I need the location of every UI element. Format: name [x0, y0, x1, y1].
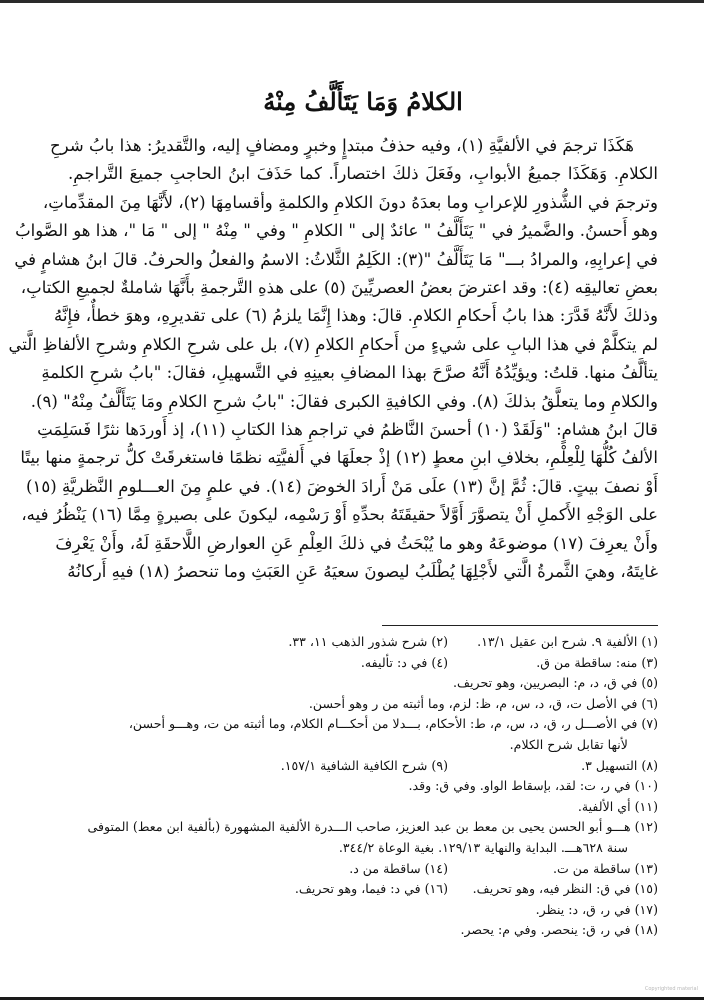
footnote-row [68, 879, 658, 900]
body-line: وأَنْ يعرِفَ (١٧) موضوعَهُ وهو ما يُبْحَثُ في ذلكَ العِلْمِ عَنِ العوارضِ اللَّاحقَةِ لَهُ، وأَنْ يَعْرِفَ [55, 533, 658, 553]
footnote-separator [382, 625, 658, 627]
book-page [8, 82, 658, 941]
body-line: وترجمَ في الشُّذورِ للإعرابِ وما بعدَهُ دونَ الكلامِ والكلمةِ وأقسامِهَا (٢)، لأَنَّهَا مِنَ المقدِّماتِ، [42, 192, 658, 212]
body-line: لم يتكلَّمْ في هذا البابِ على شيءٍ من أَحكامِ الكلامِ (٧)، بل على شرحِ الكلامِ وشرحِ الألفاظِ الَّتي [8, 334, 658, 354]
footnote-15: (١٥) في ق: النظر فيه، وهو تحريف. [472, 881, 658, 897]
footnote-4: (٤) في د: تأليفه. [360, 654, 448, 670]
body-line: أَوْ نصفَ بيتٍ. قالَ: ثُمَّ إنَّ (١٣) علَى مَنْ أَرادَ الخوضَ (١٤). في علمٍ مِنَ العـــلومِ النَّظريَّةِ (١٥) [25, 476, 658, 496]
footnote-row [68, 859, 658, 880]
body-line: يتألَّفُ منها. قلتُ: ويؤيِّدُهُ أَنَّهُ صرَّحَ بهذا المضافِ بعينِهِ في التَّسهيلِ، فقالَ: "بابُ شرحِ الكلمةِ [41, 363, 658, 383]
body-line: بعضِ تعاليقِه (٤): وقد اعترضَ بعضُ العصريِّينَ (٥) على هذهِ التَّرجمةِ بأَنَّهَا شاملةٌ لجميعِ الكتابِ، [20, 278, 658, 298]
main-body-text [8, 132, 658, 587]
body-line: وذلكَ لأَنَّهُ قَدَّرَ: هذا بابُ أَحكامِ الكلامِ. قالَ: وهذا إِنَّمَا يلزمُ (٦) على تقديرِهِ، وهوَ خطأٌ، فإِنَّهُ [54, 306, 658, 326]
footnote-12: (١٢) هـــو أبو الحسن يحيى بن معط بن عبد العزيز، صاحب الـــدرة الألفية المشهورة (بألفية ابن معط) المتوفى [87, 819, 658, 835]
footnote-row [68, 632, 658, 653]
footnote-13: (١٣) ساقطة من ت. [552, 860, 658, 876]
footnote-7: (٧) في الأصـــل ر، ق، د، س، م، ط: الأحكام، بـــدلا من أحكـــام الكلام، وما أثبته من ت، وهـــو أحسن، [128, 716, 658, 732]
footnote-1: (١) الألفية ٩. شرح ابن عقيل ١٣/١. [477, 634, 658, 649]
footnote-row [68, 756, 658, 777]
footnote-row [68, 653, 658, 674]
footnote-5: (٥) في ق، د، م: البصريين، وهو تحريف. [452, 675, 658, 691]
footnote-9: (٩) شرح الكافية الشافية ١٥٧/١. [280, 757, 448, 773]
body-line: في إعرابِهِ، والمرادُ بـــ" مَا يَتَأَلَّفُ "(٣): الكَلِمُ الثَّلاثُ: الاسمُ والفعلُ والحرفُ. قالَ ابنُ هشامٍ في [14, 249, 658, 269]
body-line: والكلامِ وما يتعلَّقُ بذلكَ (٨). وفي الكافيةِ الكبرى فقالَ: "بابُ شرحِ الكلامِ ومَا يَتَأَلَّفُ مِنْهُ" (٩). [30, 391, 658, 411]
body-line: وهو أَحسنُ. والضَّميرُ في " يَتَأَلَّفُ " عائدٌ إلى " الكلامِ " وفي " مِنْهُ " إلى " مَا "، هذا هو الصَّوابُ [15, 221, 658, 241]
footnote-8: (٨) التسهيل ٣. [581, 757, 658, 773]
footnote-10: (١٠) في ر، ت: لقد، بإسقاط الواو. وفي ق: وقد. [408, 778, 658, 794]
footnotes [68, 632, 658, 941]
footnote-17: (١٧) في ر، ق، د: ينظر. [535, 901, 658, 917]
top-edge-bar [0, 0, 704, 3]
body-line: غايتَهُ، وهيَ الثَّمرةُ الَّتي لأَجْلِهَا يُطْلَبُ ليصونَ سعيَهُ عَنِ العَبَثِ وما تنحصرُ (١٨) فيهِ أَركانُهُ [67, 562, 658, 582]
footnote-12-continuation: سنة ٦٢٨هـــ. البداية والنهاية ١٢٩/١٣. بغية الوعاة ٣٤٤/٢. [338, 839, 628, 855]
footnote-14: (١٤) ساقطة من د. [349, 860, 448, 876]
body-line: على الوَجْهِ الأَكملِ أَنْ يتصوَّرَ أَوَّلاً حقيقَتَهُ بحدِّهِ أَوْ رَسْمِه، ليكونَ على بصيرةٍ مِمَّا (١٦) يَنْظُرُ فيه، [21, 505, 658, 525]
footnote-16: (١٦) في د: فيما، وهو تحريف. [294, 881, 448, 897]
footnote-2: (٢) شرح شذور الذهب ١١، ٣٣. [288, 634, 448, 649]
chapter-title: الكلامُ وَمَا يَتَأَلَّفُ مِنْهُ [263, 87, 463, 116]
footnote-11: (١١) أي الألفية. [577, 798, 658, 814]
footnote-18: (١٨) في ر، ق: ينحصر. وفي م: يحصر. [460, 922, 658, 938]
footnote-7-continuation: لأنها تقابل شرح الكلام. [509, 736, 628, 752]
body-line: الكلامِ. وَهَكَذَا جميعُ الأبوابِ، وفَعَلَ ذلكَ اختصاراً. كما حَذَفَ ابنُ الحاجبِ جميعَ التَّراجمِ. [68, 164, 658, 184]
copyright-watermark: Copyrighted material [644, 986, 698, 992]
footnote-6: (٦) في الأصل ت، ق، د، س، م، ظ: لزم، وما أثبته من ر وهو أحسن. [308, 695, 658, 711]
body-line: الألفُ كُلُّهَا لِلْعِلْمِ، بخلافِ ابنِ معطٍ (١٢) إذْ جعلَهَا في أَلفيَّتِه نظمًا فاستغرقَتْ كلُّ ترجمةٍ منها بيتًا [20, 448, 658, 468]
footnote-3: (٣) منه: ساقطة من ق. [536, 654, 658, 670]
body-line: قالَ ابنُ هشامٍ: "وَلَقَدْ (١٠) أحسنَ النَّاظمُ في تراجمِ هذا الكتابِ (١١)، إذ أَوردَها نثرًا فَسَلِمَتِ [37, 420, 658, 440]
body-line: هَكَذَا ترجمَ في الألفيَّةِ (١)، وفيه حذفُ مبتدإٍ وخبرٍ ومضافٍ إليه، والتَّقديرُ: هذا بابُ شرحِ [49, 136, 634, 155]
